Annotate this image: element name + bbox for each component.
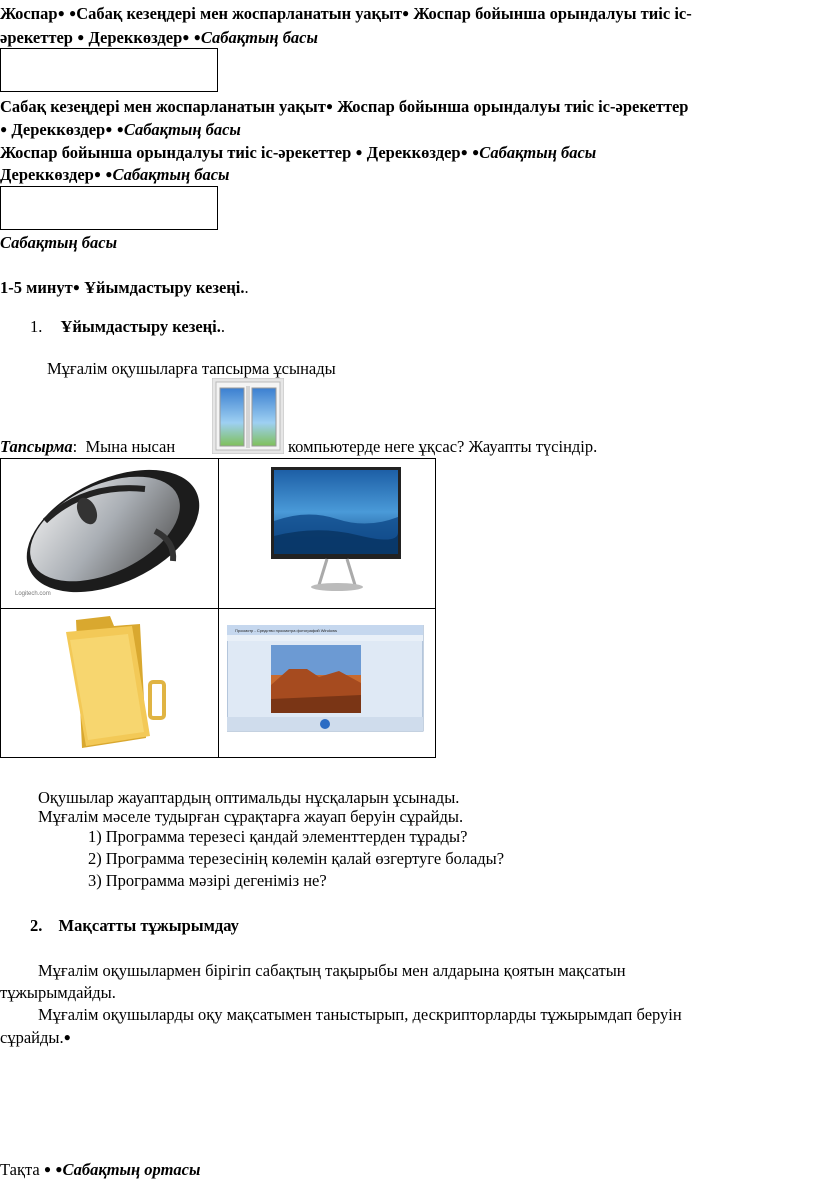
header-text: Сабақтың басы	[479, 143, 597, 162]
header-text: Дереккөздер	[366, 143, 461, 162]
bullet-icon: ●	[193, 30, 201, 44]
goal-paragraph-2-cont	[0, 1026, 71, 1049]
header-line-5	[0, 141, 596, 164]
list-number: 2.	[30, 916, 43, 935]
header-text: Дереккөздер	[11, 120, 106, 139]
bullet-icon: ●	[402, 6, 410, 20]
bullet-icon: ●	[460, 145, 468, 159]
list-text: Программа мәзірі дегеніміз не?	[105, 871, 327, 890]
list-number: 1)	[88, 827, 102, 846]
window-icon	[212, 378, 284, 454]
bullet-icon: ●	[182, 30, 190, 44]
footer-text: Тақта	[0, 1160, 40, 1179]
list-text: Программа терезесі қандай элементтерден тұрады?	[105, 827, 468, 846]
header-text: Сабақтың басы	[112, 165, 230, 184]
section-heading: Сабақтың басы	[0, 233, 118, 252]
list-item	[88, 871, 327, 891]
list-item	[88, 849, 504, 869]
task-label: Тапсырма	[0, 437, 73, 456]
task-line	[0, 436, 175, 458]
window-image	[212, 378, 284, 454]
header-text: Сабақтың басы	[200, 28, 318, 47]
header-line-1	[0, 2, 692, 25]
bullet-icon: ●	[93, 167, 102, 181]
trail-dot: .	[220, 317, 226, 336]
teacher-offer-text: Мұғалім оқушыларға тапсырма ұсынады	[47, 359, 336, 378]
list-text: Программа терезесінің көлемін қалай өзгертуге болады?	[105, 849, 505, 868]
header-text: Дереккөздер	[0, 165, 94, 184]
bullet-icon: ●	[105, 122, 113, 136]
footer-heading: Сабақтың ортасы	[62, 1160, 201, 1179]
header-text: Сабақ кезеңдері мен жоспарланатын уақыт	[76, 4, 403, 23]
header-line-2	[0, 26, 318, 49]
header-text: Жоспар бойынша орындалуы тиіс іс-әрекеттер	[337, 97, 689, 116]
table-cell	[219, 459, 436, 609]
table-cell	[219, 608, 436, 758]
list-title: Ұйымдастыру кезеңі.	[60, 317, 221, 336]
monitor-icon	[227, 461, 427, 601]
header-text: Сабақ кезеңдері мен жоспарланатын уақыт	[0, 97, 326, 116]
goal-paragraph-2: Мұғалім оқушыларды оқу мақсатымен таныстырып, дескрипторларды тұжырымдап беруін	[38, 1005, 682, 1024]
table-cell	[1, 459, 219, 609]
trail-dot: .	[244, 278, 249, 297]
bullet-icon: ●	[63, 1030, 71, 1044]
footer-line	[0, 1158, 200, 1181]
header-line-4	[0, 118, 241, 141]
bullet-icon: ●	[55, 1162, 63, 1176]
bullet-icon: ●	[77, 30, 85, 44]
goal-paragraph-1: Мұғалім оқушылармен бірігіп сабақтың тақырыбы мен алдарына қоятын мақсатын	[38, 961, 626, 980]
bullet-icon: ●	[57, 6, 65, 20]
empty-field-box	[0, 186, 218, 230]
bullet-icon: ●	[0, 122, 8, 136]
mouse-icon	[5, 461, 215, 601]
header-text: Сабақтың басы	[123, 120, 241, 139]
stage-time: 1-5 минут	[0, 278, 73, 297]
list-number: 1.	[30, 317, 43, 336]
folder-icon	[10, 610, 210, 750]
bullet-icon: ●	[116, 122, 124, 136]
list-number: 3)	[88, 871, 102, 890]
numbered-heading-1	[30, 316, 225, 338]
task-colon: :	[72, 437, 78, 456]
bullet-icon: ●	[72, 280, 80, 294]
header-line-3	[0, 95, 688, 118]
window-title: Просмотр - Средство просмотра фотографий Windows	[235, 628, 338, 634]
bullet-icon: ●	[325, 99, 334, 113]
list-item	[88, 827, 467, 847]
stage-heading	[0, 276, 249, 299]
stage-title: Ұйымдастыру кезеңі.	[84, 278, 245, 297]
header-text: Жоспар бойынша орындалуы тиіс іс-	[413, 4, 692, 23]
photo-viewer-window	[227, 625, 427, 735]
list-number: 2)	[88, 849, 102, 868]
bullet-icon: ●	[471, 145, 480, 159]
table-cell	[1, 608, 219, 758]
bullet-icon: ●	[68, 6, 77, 20]
paragraph-1: Оқушылар жауаптардың оптимальды нұсқаларын ұсынады.	[38, 788, 460, 807]
header-text: әрекеттер	[0, 28, 73, 47]
task-text: Мына нысан	[85, 437, 176, 456]
paragraph-2: Мұғалім мәселе тудырған сұрақтарға жауап беруін сұрайды.	[38, 807, 464, 826]
bullet-icon: ●	[105, 167, 113, 181]
header-text: Дереккөздер	[88, 28, 183, 47]
bullet-icon: ●	[355, 145, 363, 159]
list-title: Мақсатты тұжырымдау	[58, 916, 239, 935]
goal-text: сұрайды.	[0, 1028, 64, 1047]
task-text-after: компьютерде неге ұқсас? Жауапты түсіндір.	[288, 437, 598, 456]
goal-paragraph-1-cont: тұжырымдайды.	[0, 983, 116, 1002]
mouse-caption: Logitech.com	[14, 590, 51, 597]
header-line-6	[0, 163, 230, 186]
header-text: Жоспар	[0, 4, 58, 23]
bullet-icon: ●	[43, 1162, 52, 1176]
numbered-heading-2	[30, 915, 239, 937]
image-table	[0, 458, 436, 758]
header-text: Жоспар бойынша орындалуы тиіс іс-әрекеттер	[0, 143, 352, 162]
empty-field-box	[0, 48, 218, 92]
